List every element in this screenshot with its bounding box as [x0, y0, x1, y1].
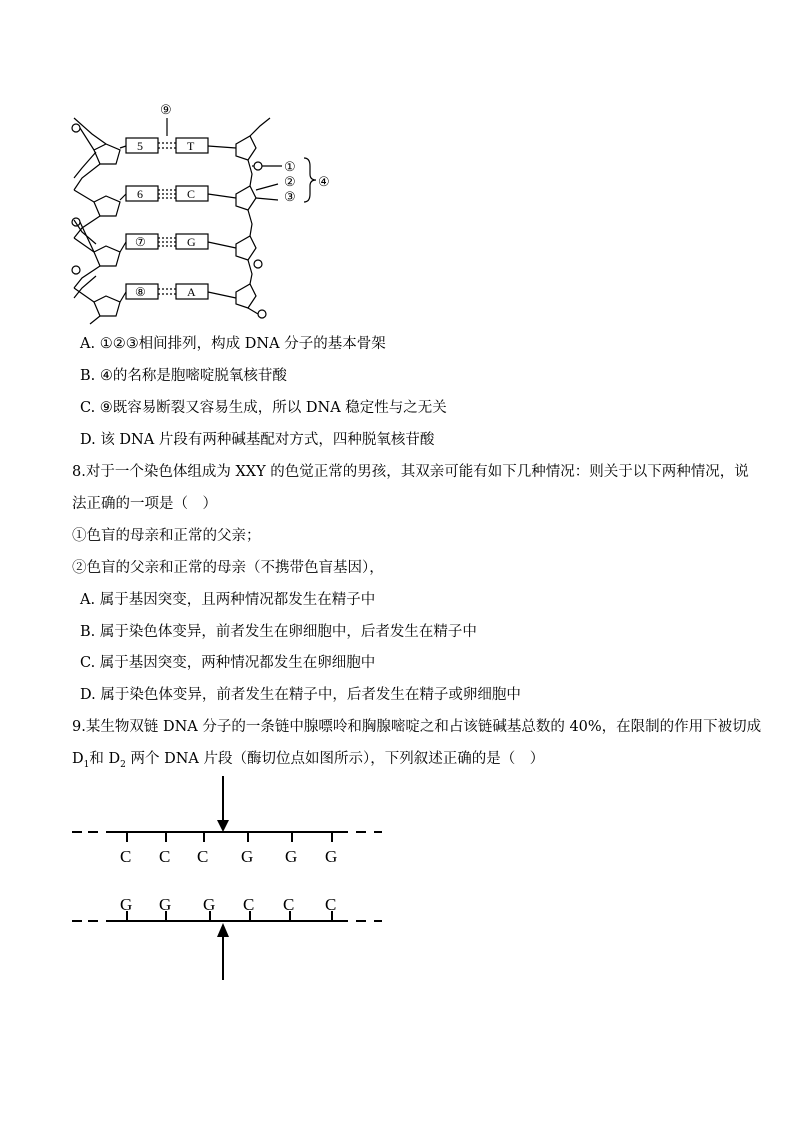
- base-left-4: ⑧: [135, 285, 146, 299]
- bottom-base-1: G: [120, 895, 133, 914]
- top-base-6: G: [325, 847, 338, 866]
- q8-option-b: B. 属于染色体变异，前者发生在卵细胞中，后者发生在精子中: [80, 624, 477, 640]
- top-base-4: G: [241, 847, 254, 866]
- q7-option-c: C. ⑨既容易断裂又容易生成，所以 DNA 稳定性与之无关: [80, 400, 447, 416]
- dna-structure-figure: [60, 100, 330, 325]
- q8-stem-line2: 法正确的一项是（ ）: [72, 496, 217, 512]
- q7-option-a: A. ①②③相间排列，构成 DNA 分子的基本骨架: [80, 336, 386, 352]
- top-base-2: C: [159, 847, 171, 866]
- bottom-base-2: G: [159, 895, 172, 914]
- top-base-3: C: [197, 847, 209, 866]
- q9-stem-line2: $D_1$和 $D_2$ 两个 DNA 片段（酶切位点如图所示），下列叙述正确的是（ ）: [72, 751, 545, 770]
- base-left-1: 5: [137, 139, 143, 153]
- base-left-3: ⑦: [135, 235, 146, 249]
- bottom-base-6: C: [325, 895, 337, 914]
- bottom-base-3: G: [203, 895, 216, 914]
- base-right-2: C: [187, 187, 196, 201]
- base-left-2: 6: [137, 187, 143, 201]
- restriction-site-figure: [66, 772, 396, 987]
- base-right-4: A: [187, 285, 196, 299]
- bottom-base-5: C: [283, 895, 295, 914]
- base-right-3: G: [187, 235, 196, 249]
- q8-option-d: D. 属于染色体变异，前者发生在精子中，后者发生在精子或卵细胞中: [80, 687, 521, 703]
- base-right-1: T: [187, 139, 195, 153]
- top-base-1: C: [120, 847, 132, 866]
- q8-option-a: A. 属于基因突变，且两种情况都发生在精子中: [80, 592, 376, 608]
- label-1: ①: [284, 159, 296, 174]
- q9-stem-line1: 9.某生物双链 DNA 分子的一条链中腺嘌呤和胸腺嘧啶之和占该链碱基总数的 40%，在限制的作用下被切成: [72, 719, 762, 735]
- q8-case-2: ②色盲的父亲和正常的母亲（不携带色盲基因），: [72, 560, 384, 576]
- q7-option-d: D. 该 DNA 片段有两种碱基配对方式，四种脱氧核苷酸: [80, 432, 435, 448]
- label-4: ④: [318, 174, 330, 189]
- top-base-5: G: [285, 847, 298, 866]
- label-9: ⑨: [160, 102, 172, 117]
- q8-stem-line1: 8.对于一个染色体组成为 XXY 的色觉正常的男孩，其双亲可能有如下几种情况：则关于以下两种情况，说: [72, 464, 749, 480]
- q7-option-b: B. ④的名称是胞嘧啶脱氧核苷酸: [80, 368, 287, 384]
- q8-option-c: C. 属于基因突变，两种情况都发生在卵细胞中: [80, 655, 376, 671]
- label-2: ②: [284, 174, 296, 189]
- q8-case-1: ①色盲的母亲和正常的父亲；: [72, 528, 261, 544]
- label-3: ③: [284, 189, 296, 204]
- bottom-base-4: C: [243, 895, 255, 914]
